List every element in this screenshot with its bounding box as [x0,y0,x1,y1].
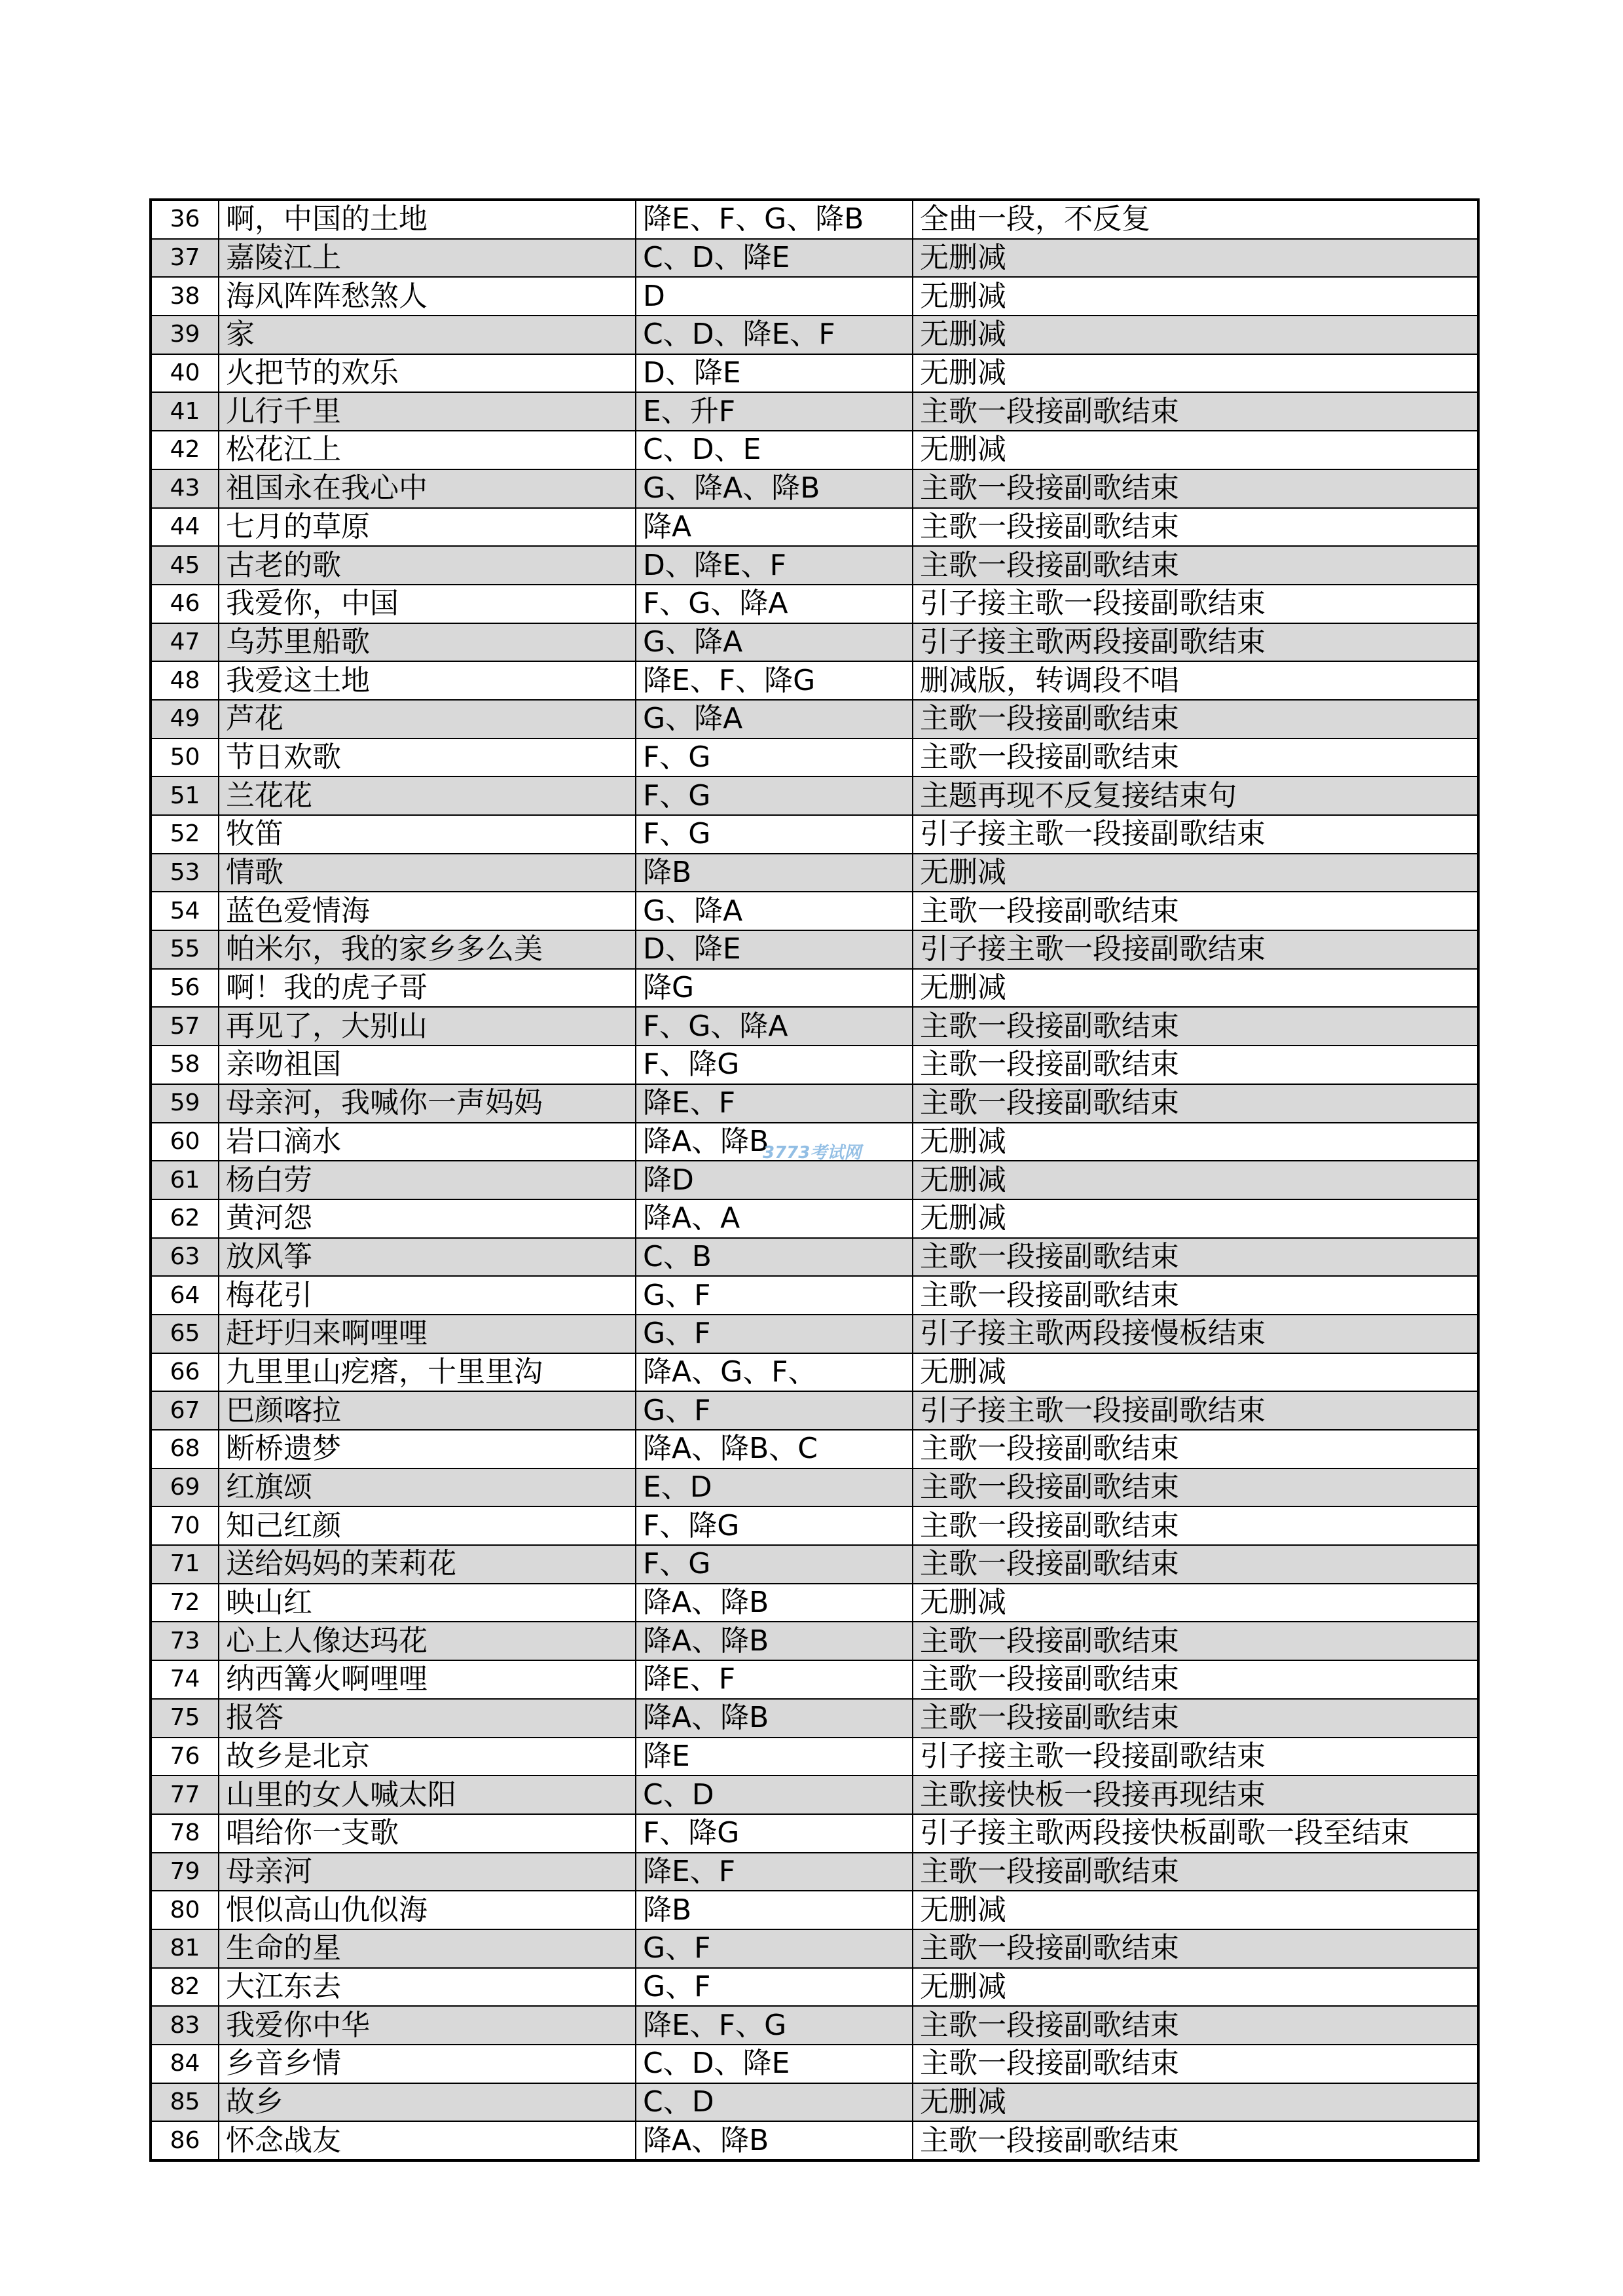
song-keys: 降A [636,508,913,547]
song-title: 报答 [219,1699,636,1738]
table-row [151,1584,1478,1622]
row-number: 63 [151,1238,219,1277]
song-title: 放风筝 [219,1238,636,1277]
table-row [151,930,1478,969]
song-keys: 降A、降B [636,2121,913,2160]
row-number: 38 [151,277,219,316]
arrangement-note: 主歌一段接副歌结束 [913,1468,1478,1507]
song-title: 山里的女人喊太阳 [219,1776,636,1814]
song-keys: G、F [636,1315,913,1353]
arrangement-note: 无删减 [913,316,1478,354]
row-number: 73 [151,1622,219,1660]
row-number: 77 [151,1776,219,1814]
song-keys: C、D [636,2083,913,2122]
song-keys: 降A、降B [636,1699,913,1738]
row-number: 55 [151,930,219,969]
row-number: 50 [151,738,219,777]
song-keys: D、降E [636,930,913,969]
song-title: 我爱你中华 [219,2006,636,2045]
song-keys: 降G [636,969,913,1008]
table-row [151,661,1478,700]
row-number: 82 [151,1968,219,2007]
table-row [151,1506,1478,1545]
row-number: 42 [151,431,219,469]
table-row [151,623,1478,662]
song-keys: 降E、F、降G [636,661,913,700]
song-title: 赶圩归来啊哩哩 [219,1315,636,1353]
table-row [151,969,1478,1008]
arrangement-note: 主歌一段接副歌结束 [913,1238,1478,1277]
arrangement-note: 主歌一段接副歌结束 [913,1007,1478,1046]
table-row [151,316,1478,354]
arrangement-note: 引子接主歌一段接副歌结束 [913,1738,1478,1776]
table-row [151,200,1478,239]
song-title: 亲吻祖国 [219,1046,636,1084]
song-keys: F、G、降A [636,585,913,623]
song-keys: G、降A、降B [636,469,913,508]
table-row [151,277,1478,316]
song-keys: 降A、G、F、 [636,1353,913,1392]
arrangement-note: 无删减 [913,1123,1478,1161]
row-number: 78 [151,1814,219,1853]
arrangement-note: 主歌一段接副歌结束 [913,1084,1478,1123]
arrangement-note: 无删减 [913,354,1478,393]
row-number: 75 [151,1699,219,1738]
arrangement-note: 主歌一段接副歌结束 [913,1699,1478,1738]
song-keys: F、G [636,776,913,815]
row-number: 45 [151,546,219,585]
arrangement-note: 无删减 [913,431,1478,469]
song-keys: G、F [636,1276,913,1315]
arrangement-note: 无删减 [913,2083,1478,2122]
table-row [151,546,1478,585]
table-row [151,2006,1478,2045]
arrangement-note: 主歌一段接副歌结束 [913,392,1478,431]
song-title: 芦花 [219,700,636,738]
song-keys: G、降A [636,623,913,662]
row-number: 47 [151,623,219,662]
table-row [151,1853,1478,1891]
song-title: 七月的草原 [219,508,636,547]
song-title: 节日欢歌 [219,738,636,777]
row-number: 51 [151,776,219,815]
arrangement-note: 无删减 [913,969,1478,1008]
row-number: 70 [151,1506,219,1545]
song-title: 知己红颜 [219,1506,636,1545]
row-number: 72 [151,1584,219,1622]
song-title: 祖国永在我心中 [219,469,636,508]
song-keys: C、D、降E、F [636,316,913,354]
song-title: 故乡 [219,2083,636,2122]
song-title: 母亲河，我喊你一声妈妈 [219,1084,636,1123]
table-row [151,1929,1478,1968]
arrangement-note: 主歌接快板一段接再现结束 [913,1776,1478,1814]
arrangement-note: 引子接主歌两段接副歌结束 [913,623,1478,662]
song-title: 蓝色爱情海 [219,892,636,930]
song-title: 巴颜喀拉 [219,1391,636,1430]
song-title: 嘉陵江上 [219,239,636,278]
song-keys: F、降G [636,1046,913,1084]
arrangement-note: 主歌一段接副歌结束 [913,508,1478,547]
row-number: 46 [151,585,219,623]
song-keys: D、降E、F [636,546,913,585]
song-keys: G、F [636,1929,913,1968]
table-row [151,1545,1478,1584]
row-number: 76 [151,1738,219,1776]
song-title: 我爱这土地 [219,661,636,700]
row-number: 84 [151,2045,219,2083]
table-row [151,815,1478,854]
arrangement-note: 无删减 [913,1584,1478,1622]
arrangement-note: 主歌一段接副歌结束 [913,1506,1478,1545]
row-number: 62 [151,1199,219,1238]
row-number: 53 [151,854,219,892]
row-number: 56 [151,969,219,1008]
table-row [151,854,1478,892]
song-keys: 降E、F [636,1084,913,1123]
row-number: 41 [151,392,219,431]
row-number: 65 [151,1315,219,1353]
row-number: 43 [151,469,219,508]
arrangement-note: 全曲一段，不反复 [913,200,1478,239]
song-title: 怀念战友 [219,2121,636,2160]
row-number: 61 [151,1161,219,1199]
row-number: 85 [151,2083,219,2122]
table-row [151,1391,1478,1430]
row-number: 74 [151,1660,219,1699]
row-number: 54 [151,892,219,930]
table-row [151,1315,1478,1353]
row-number: 44 [151,508,219,547]
song-keys: E、升F [636,392,913,431]
song-keys: F、G [636,815,913,854]
arrangement-note: 主歌一段接副歌结束 [913,1046,1478,1084]
table-row [151,700,1478,738]
song-keys: F、G、降A [636,1007,913,1046]
row-number: 69 [151,1468,219,1507]
song-title: 恨似高山仇似海 [219,1891,636,1929]
row-number: 39 [151,316,219,354]
row-number: 80 [151,1891,219,1929]
table-row [151,392,1478,431]
arrangement-note: 主歌一段接副歌结束 [913,892,1478,930]
song-keys: 降E [636,1738,913,1776]
arrangement-note: 主歌一段接副歌结束 [913,1430,1478,1468]
row-number: 37 [151,239,219,278]
table-row [151,892,1478,930]
song-keys: 降D [636,1161,913,1199]
arrangement-note: 引子接主歌一段接副歌结束 [913,585,1478,623]
table-row [151,1776,1478,1814]
table-row [151,1968,1478,2007]
arrangement-note: 引子接主歌两段接慢板结束 [913,1315,1478,1353]
arrangement-note: 主歌一段接副歌结束 [913,1853,1478,1891]
song-keys: G、降A [636,700,913,738]
table-row [151,354,1478,393]
song-title: 啊！我的虎子哥 [219,969,636,1008]
song-title: 大江东去 [219,1968,636,2007]
song-title: 唱给你一支歌 [219,1814,636,1853]
song-title: 家 [219,316,636,354]
table-row [151,1660,1478,1699]
arrangement-note: 无删减 [913,277,1478,316]
arrangement-note: 主歌一段接副歌结束 [913,700,1478,738]
arrangement-note: 删减版，转调段不唱 [913,661,1478,700]
arrangement-note: 无删减 [913,1968,1478,2007]
song-keys: C、D、降E [636,2045,913,2083]
arrangement-note: 主题再现不反复接结束句 [913,776,1478,815]
song-title: 海风阵阵愁煞人 [219,277,636,316]
row-number: 64 [151,1276,219,1315]
song-title: 心上人像达玛花 [219,1622,636,1660]
table-row [151,1084,1478,1123]
song-keys: 降E、F [636,1660,913,1699]
song-keys: C、D、E [636,431,913,469]
table-row [151,1622,1478,1660]
arrangement-note: 主歌一段接副歌结束 [913,469,1478,508]
arrangement-note: 主歌一段接副歌结束 [913,1660,1478,1699]
table-row [151,738,1478,777]
song-title: 牧笛 [219,815,636,854]
song-keys: D、降E [636,354,913,393]
arrangement-note: 主歌一段接副歌结束 [913,1545,1478,1584]
song-title: 生命的星 [219,1929,636,1968]
song-keys: G、F [636,1968,913,2007]
song-title: 情歌 [219,854,636,892]
arrangement-note: 引子接主歌两段接快板副歌一段至结束 [913,1814,1478,1853]
row-number: 48 [151,661,219,700]
song-title: 古老的歌 [219,546,636,585]
song-keys: 降A、降B、C [636,1430,913,1468]
row-number: 58 [151,1046,219,1084]
table-row [151,1161,1478,1199]
table-row [151,2045,1478,2083]
row-number: 68 [151,1430,219,1468]
song-title: 母亲河 [219,1853,636,1891]
arrangement-note: 无删减 [913,1199,1478,1238]
table-row [151,469,1478,508]
song-title: 黄河怨 [219,1199,636,1238]
song-title: 乡音乡情 [219,2045,636,2083]
song-title: 再见了，大别山 [219,1007,636,1046]
row-number: 79 [151,1853,219,1891]
song-keys: F、G [636,738,913,777]
arrangement-note: 引子接主歌一段接副歌结束 [913,930,1478,969]
arrangement-note: 主歌一段接副歌结束 [913,1929,1478,1968]
table-row [151,1814,1478,1853]
song-title: 松花江上 [219,431,636,469]
arrangement-note: 无删减 [913,1161,1478,1199]
row-number: 49 [151,700,219,738]
song-title: 帕米尔，我的家乡多么美 [219,930,636,969]
song-title: 九里里山疙瘩，十里里沟 [219,1353,636,1392]
row-number: 67 [151,1391,219,1430]
song-title: 火把节的欢乐 [219,354,636,393]
song-keys: 降B [636,1891,913,1929]
song-keys: G、降A [636,892,913,930]
table-row [151,431,1478,469]
song-title: 红旗颂 [219,1468,636,1507]
song-keys: 降A、A [636,1199,913,1238]
song-title: 啊，中国的土地 [219,200,636,239]
song-keys: D [636,277,913,316]
row-number: 57 [151,1007,219,1046]
song-keys: 降E、F、G [636,2006,913,2045]
arrangement-note: 无删减 [913,1353,1478,1392]
song-keys: C、D [636,1776,913,1814]
song-table-body [151,200,1478,2160]
watermark: 3773考试网 [763,1143,862,1163]
song-keys: 降A、降B [636,1622,913,1660]
song-keys: F、G [636,1545,913,1584]
arrangement-note: 主歌一段接副歌结束 [913,1622,1478,1660]
row-number: 83 [151,2006,219,2045]
song-title: 乌苏里船歌 [219,623,636,662]
table-row [151,508,1478,547]
row-number: 52 [151,815,219,854]
arrangement-note: 无删减 [913,239,1478,278]
song-keys: 降A、降B [636,1584,913,1622]
arrangement-note: 无删减 [913,1891,1478,1929]
table-row [151,1738,1478,1776]
song-title: 纳西篝火啊哩哩 [219,1660,636,1699]
song-keys: C、B [636,1238,913,1277]
arrangement-note: 主歌一段接副歌结束 [913,546,1478,585]
arrangement-note: 引子接主歌一段接副歌结束 [913,1391,1478,1430]
song-title: 故乡是北京 [219,1738,636,1776]
song-title: 我爱你，中国 [219,585,636,623]
song-title: 梅花引 [219,1276,636,1315]
arrangement-note: 主歌一段接副歌结束 [913,2045,1478,2083]
table-row [151,1046,1478,1084]
row-number: 86 [151,2121,219,2160]
song-keys: G、F [636,1391,913,1430]
song-title: 送给妈妈的茉莉花 [219,1545,636,1584]
row-number: 60 [151,1123,219,1161]
table-row [151,1276,1478,1315]
table-row [151,1238,1478,1277]
row-number: 66 [151,1353,219,1392]
table-row [151,1199,1478,1238]
arrangement-note: 主歌一段接副歌结束 [913,2121,1478,2160]
arrangement-note: 主歌一段接副歌结束 [913,2006,1478,2045]
table-row [151,1353,1478,1392]
song-title: 儿行千里 [219,392,636,431]
arrangement-note: 主歌一段接副歌结束 [913,738,1478,777]
table-row [151,2121,1478,2160]
table-row [151,1007,1478,1046]
row-number: 59 [151,1084,219,1123]
song-title: 断桥遗梦 [219,1430,636,1468]
song-keys: E、D [636,1468,913,1507]
arrangement-note: 引子接主歌一段接副歌结束 [913,815,1478,854]
song-keys: 降A、降B [636,1123,913,1161]
row-number: 40 [151,354,219,393]
song-keys: 降E、F、G、降B [636,200,913,239]
table-row [151,1891,1478,1929]
table-row [151,585,1478,623]
table-row [151,776,1478,815]
song-keys: 降B [636,854,913,892]
table-row [151,2083,1478,2122]
row-number: 36 [151,200,219,239]
table-row [151,1699,1478,1738]
table-row [151,1468,1478,1507]
song-title: 岩口滴水 [219,1123,636,1161]
song-title: 杨白劳 [219,1161,636,1199]
song-keys: F、降G [636,1814,913,1853]
arrangement-note: 无删减 [913,854,1478,892]
song-title: 映山红 [219,1584,636,1622]
table-row [151,1430,1478,1468]
song-table [149,198,1480,2162]
row-number: 81 [151,1929,219,1968]
song-keys: 降E、F [636,1853,913,1891]
song-keys: F、降G [636,1506,913,1545]
song-title: 兰花花 [219,776,636,815]
table-row [151,239,1478,278]
row-number: 71 [151,1545,219,1584]
song-keys: C、D、降E [636,239,913,278]
arrangement-note: 主歌一段接副歌结束 [913,1276,1478,1315]
